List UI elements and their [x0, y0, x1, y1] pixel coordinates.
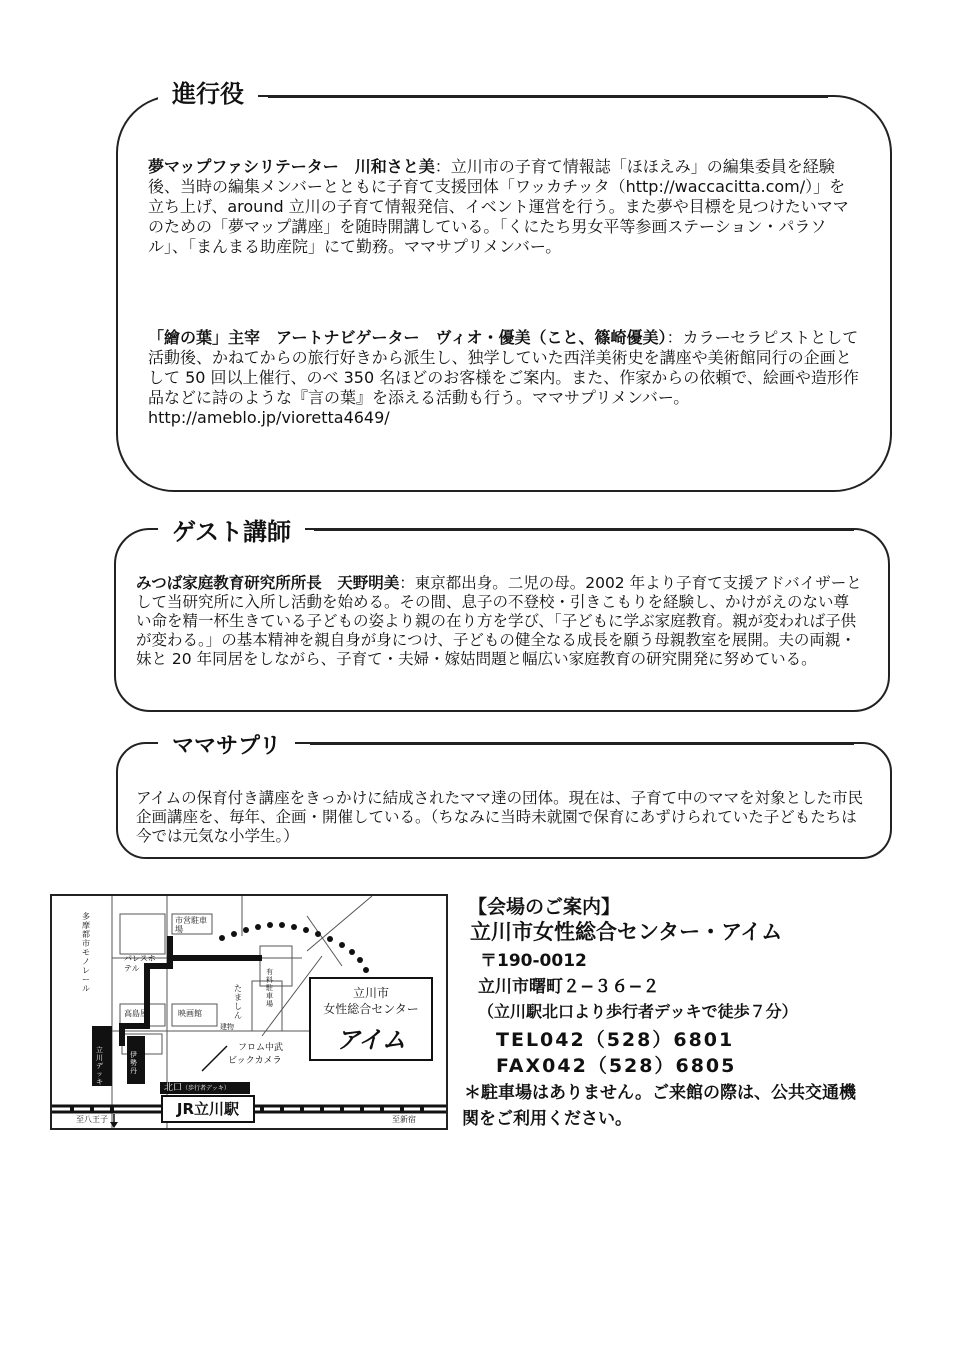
- map-label-north-exit: [164, 1082, 230, 1095]
- map-label-parking: 市営駐車場: [175, 916, 207, 934]
- facilitators-title-rule: [268, 96, 828, 98]
- venue-note-line-2: 関をご利用ください。: [462, 1109, 632, 1129]
- map-label-parking-lot: 有料駐車場: [266, 968, 273, 1008]
- map-label-film-hall: 映画館: [178, 1009, 202, 1018]
- map-label-monorail: 多摩都市モノレール: [82, 912, 90, 993]
- venue-name: 立川市女性総合センター・アイム: [470, 920, 783, 944]
- map-label-to-hachioji: 至八王子: [76, 1115, 108, 1124]
- facilitator-2-separator: ：: [666, 328, 683, 347]
- map-label-bank: 建物: [220, 1023, 234, 1031]
- map-label-station: JR立川駅: [176, 1100, 240, 1118]
- map-label-venue-name: 女性総合センター: [323, 1002, 419, 1016]
- facilitator-1-bio: [148, 157, 860, 257]
- venue-address: 立川市曙町２−３６−２: [478, 977, 660, 997]
- guest-title-rule: [314, 529, 854, 531]
- facilitator-2-text: カラーセラピストとして活動後、かねてからの旅行好きから派生し、独学していた西洋美術史を講座や美術館同行の企画として 50 回以上催行、のべ 350 名ほどのお客様をご案内。また、作家からの依頼で、絵画や造形作品などに詩のような『言の葉』を添える活動も行う。ママサプリメンバー。http://ameblo.jp/vioretta4649/: [148, 328, 859, 427]
- map-label-to-shinjuku: 至新宿: [392, 1115, 416, 1124]
- guest-role: みつば家庭教育研究所所長 天野明美: [136, 574, 400, 592]
- venue-logo: アイム: [336, 1025, 406, 1054]
- guest-bio: [136, 574, 864, 669]
- mamasapuri-body: アイムの保育付き講座をきっかけに結成されたママ達の団体。現在は、子育て中のママを対象とした市民企画講座を、毎年、企画・開催している。（ちなみに当時未就園で保育にあずけられていた子どもたちは今では元気な小学生。）: [136, 789, 864, 845]
- guest-text: 東京都出身。二児の母。2002 年より子育て支援アドバイザーとして当研究所に入所し活動を始める。その間、息子の不登校・引きこもりを経験し、かけがえのない尊い命を精一杯生きている子どもの姿より親の在り方を学び、「子どもに学ぶ家庭教育。親が変われば子供が変わる。」の基本精神を親自身が身につけ、子どもの健全なる成長を願う母親教室を展開。夫の両親・妹と 20 年同居をしながら、子育て・夫婦・嫁姑問題と幅広い家庭教育の研究開発に努めている。: [136, 574, 862, 668]
- facilitator-1-text: 立川市の子育て情報誌「ほほえみ」の編集委員を経験後、当時の編集メンバーとともに子育て支援団体「ワッカチッタ（http://waccacitta.com/）」を立ち上げ、around 立川の子育て情報発信、イベント運営を行う。また夢や目標を見つけたいママのための「夢マップ講座」を随時開講している。「くにたち男女平等参画ステーション・パラソル」、「まんまる助産院」にて勤務。ママサプリメンバー。: [148, 157, 849, 256]
- facilitators-title: 進行役: [158, 78, 258, 110]
- access-map: [50, 894, 448, 1130]
- map-label-tachikawa-deck: 立川デッキ: [96, 1046, 103, 1086]
- guest-separator: ：: [399, 574, 415, 592]
- venue-note-line-1: ＊駐車場はありません。ご来館の際は、公共交通機: [464, 1083, 857, 1103]
- facilitator-2-role: 「繪の葉」主宰 アートナビゲーター ヴィオ・優美（こと、篠崎優美）: [148, 328, 667, 347]
- map-label-from-chubu: フロム中武: [238, 1043, 284, 1053]
- map-label-tamashin: たましん: [234, 984, 242, 1020]
- facilitator-1-separator: ：: [434, 157, 451, 176]
- map-label-isetan: 伊勢丹: [130, 1051, 137, 1075]
- mamasapuri-title-rule: [310, 743, 854, 745]
- facilitator-1-role: 夢マップファシリテーター 川和さと美: [148, 157, 435, 176]
- map-label-takashimaya: 高島屋: [124, 1009, 148, 1018]
- venue-heading: 【会場のご案内】: [468, 896, 621, 918]
- venue-postal: 〒190-0012: [480, 951, 587, 971]
- venue-fax: FAX042（528）6805: [496, 1055, 737, 1077]
- facilitator-2-bio: [148, 328, 860, 428]
- deck-text: （歩行者デッキ）: [182, 1085, 230, 1092]
- guest-title: ゲスト講師: [158, 516, 305, 548]
- venue-tel[interactable]: TEL042（528）6801: [496, 1029, 735, 1051]
- north-exit-text: 北口: [164, 1083, 183, 1093]
- mamasapuri-title: ママサプリ: [158, 732, 295, 762]
- map-label-venue-city: 立川市: [352, 986, 389, 1000]
- map-label-palace-hotel: パレスホテル: [124, 954, 156, 973]
- map-label-bic-camera: ビックカメラ: [228, 1056, 282, 1066]
- facilitators-panel: [116, 95, 892, 492]
- venue-access: （立川駅北口より歩行者デッキで徒歩７分）: [478, 1002, 798, 1021]
